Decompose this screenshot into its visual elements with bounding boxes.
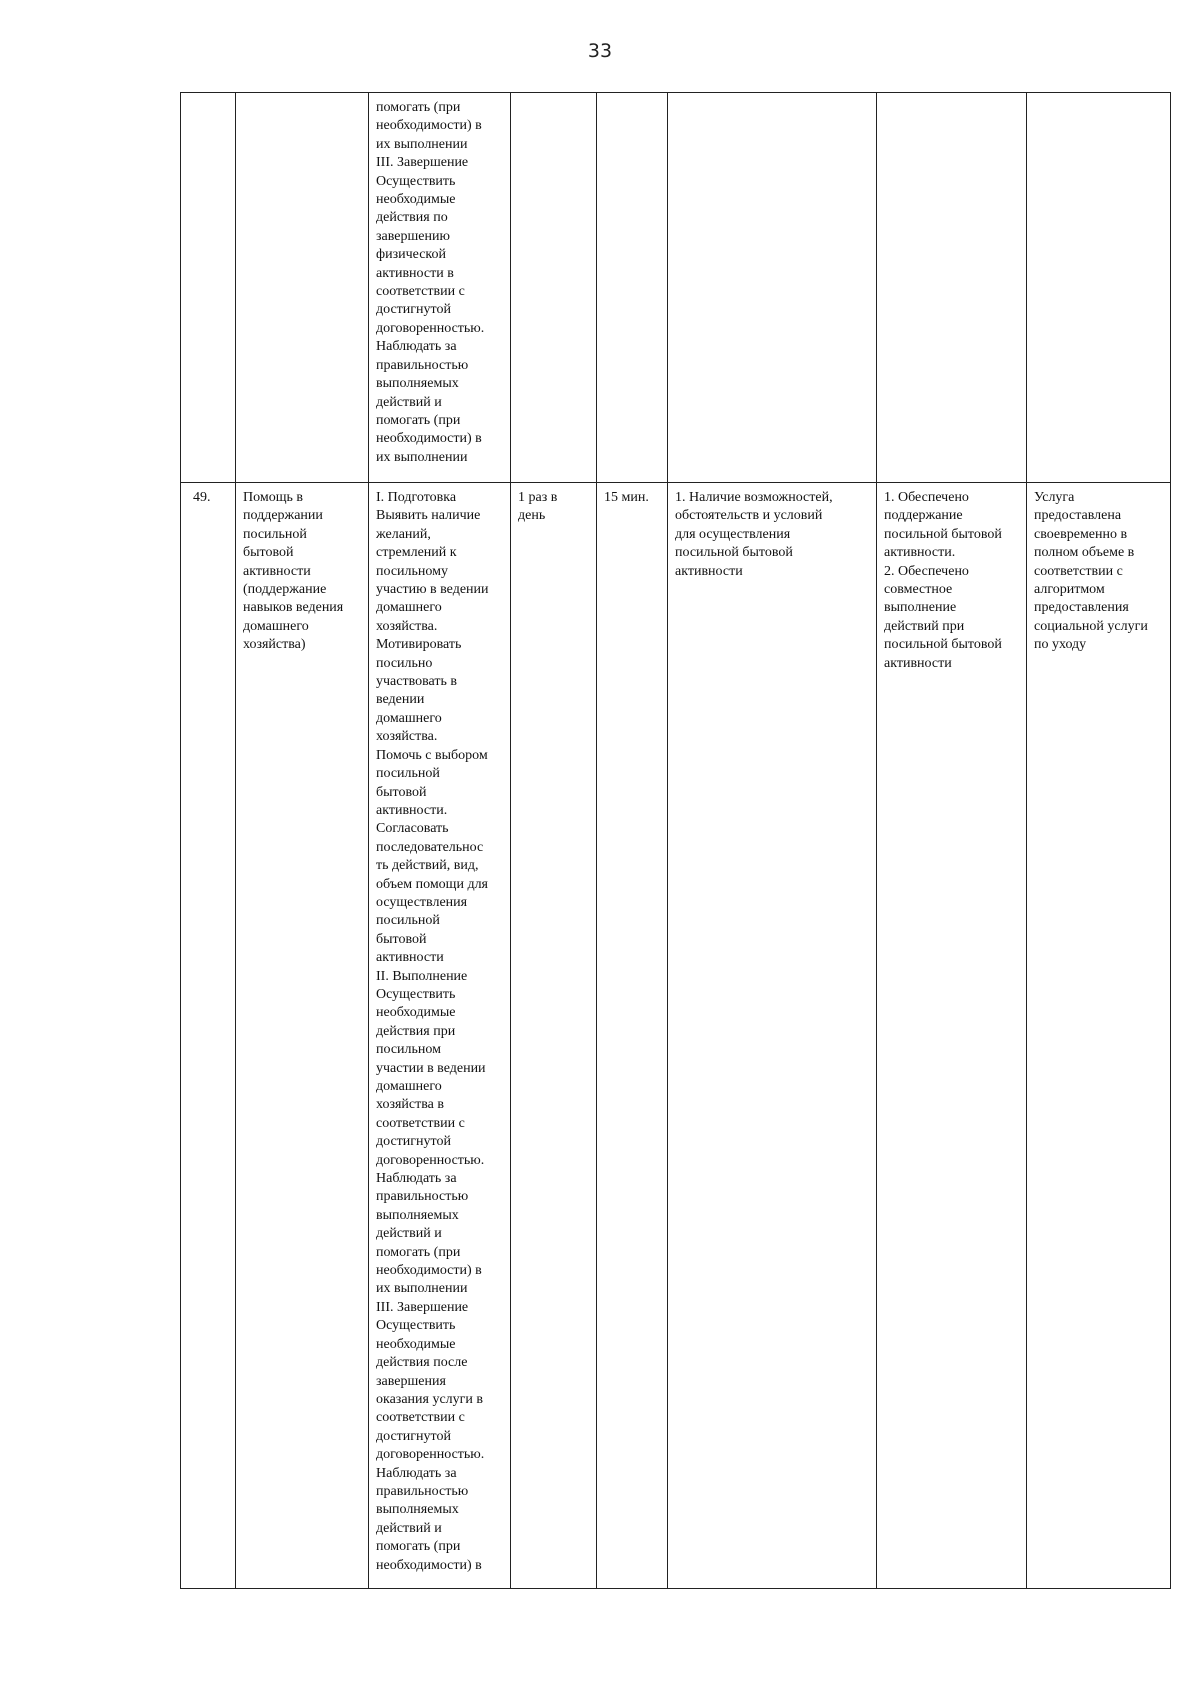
conditions-cell: [668, 93, 877, 483]
frequency-cell: [511, 93, 597, 483]
service-table: [180, 92, 1171, 1589]
page-number: 33: [587, 40, 613, 62]
evaluation-cell: Услуга предоставлена своевременно в полном объеме в соответствии с алгоритмом предоставления социальной услуги по уходу: [1027, 483, 1171, 1589]
conditions-cell: 1. Наличие возможностей, обстоятельств и условий для осуществления посильной бытовой активности: [668, 483, 877, 1589]
service-name-cell: [236, 93, 369, 483]
duration-cell: 15 мин.: [597, 483, 668, 1589]
evaluation-cell: [1027, 93, 1171, 483]
service-content-cell: I. Подготовка Выявить наличие желаний, стремлений к посильному участию в ведении домашнего хозяйства. Мотивировать посильно участвовать в ведении домашнего хозяйства. Помочь с выбором посильной бытовой активности. Согласовать последовательнос ть действий, вид, объем помощи для осуществления посильной бытовой активности II. Выполнение Осуществить необходимые действия при посильном участии в ведении домашнего хозяйства в соответствии с достигнутой договоренностью. Наблюдать за правильностью выполняемых действий и помогать (при необходимости) в их выполнении III. Завершение Осуществить необходимые действия после завершения оказания услуги в соответствии с достигнутой договоренностью. Наблюдать за правильностью выполняемых действий и помогать (при необходимости) в: [369, 483, 511, 1589]
row-number-cell: 49.: [181, 483, 236, 1589]
results-cell: 1. Обеспечено поддержание посильной бытовой активности. 2. Обеспечено совместное выполнение действий при посильной бытовой активности: [877, 483, 1027, 1589]
table-row: [181, 483, 1171, 1589]
results-cell: [877, 93, 1027, 483]
row-number-cell: [181, 93, 236, 483]
table-row: [181, 93, 1171, 483]
duration-cell: [597, 93, 668, 483]
frequency-cell: 1 раз в день: [511, 483, 597, 1589]
service-content-cell: помогать (при необходимости) в их выполнении III. Завершение Осуществить необходимые действия по завершению физической активности в соответствии с достигнутой договоренностью. Наблюдать за правильностью выполняемых действий и помогать (при необходимости) в их выполнении: [369, 93, 511, 483]
service-name-cell: Помощь в поддержании посильной бытовой активности (поддержание навыков ведения домашнего хозяйства): [236, 483, 369, 1589]
